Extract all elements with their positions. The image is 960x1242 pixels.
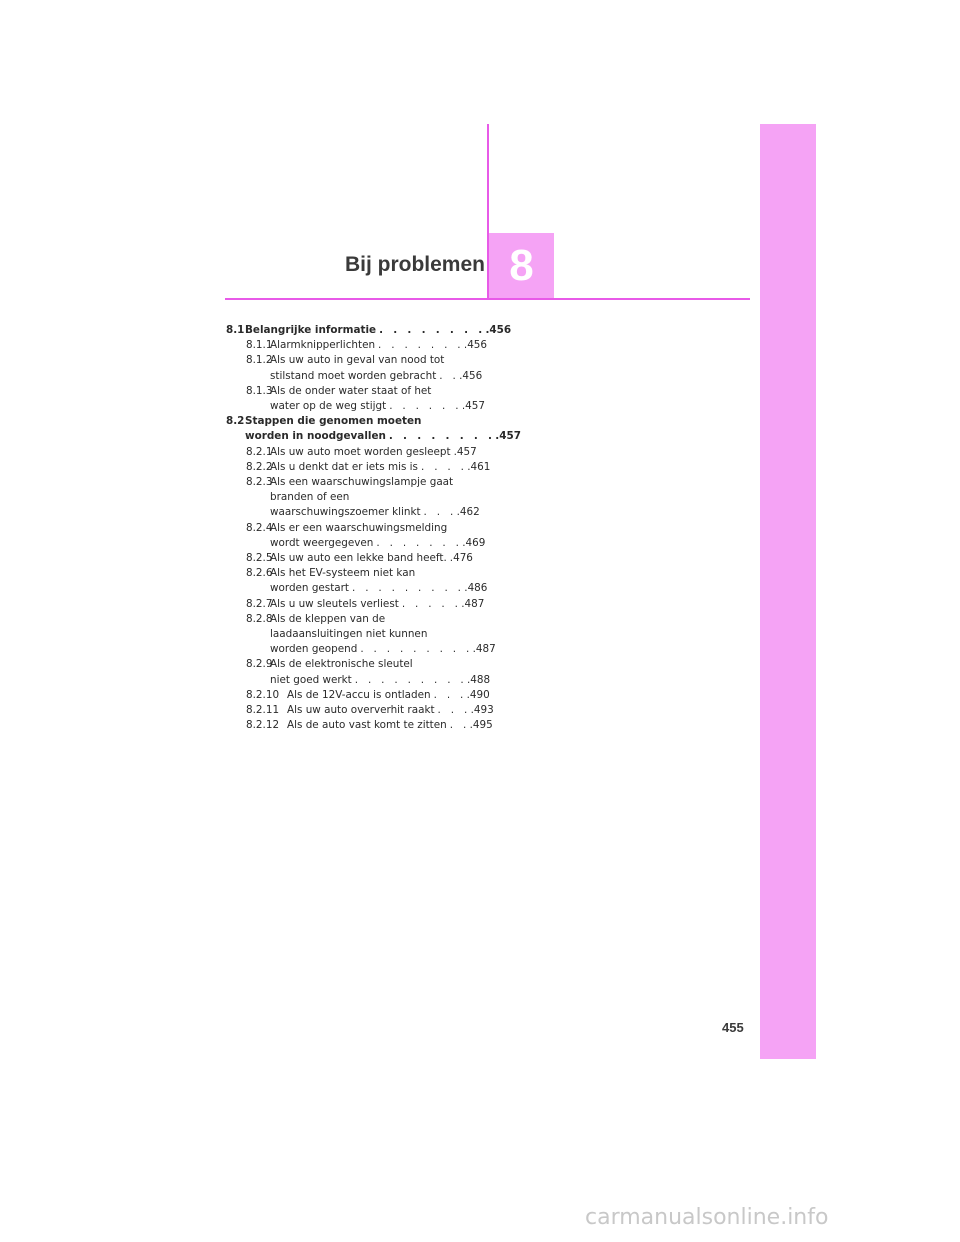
toc-entry[interactable] — [226, 597, 485, 612]
toc-entry-number: 8.1 — [226, 324, 245, 336]
toc-entry-text: Belangrijke informatie — [245, 324, 377, 336]
toc-entry[interactable] — [226, 657, 491, 687]
toc-entry-text: worden in noodgevallen — [245, 430, 386, 443]
toc-entry[interactable] — [226, 445, 477, 460]
toc-page-number: .456 — [459, 369, 483, 382]
chapter-number-box — [489, 233, 554, 298]
chapter-title: Bij problemen — [344, 253, 485, 276]
toc-leader-dots: . . . . . . . . — [388, 430, 496, 443]
toc-entry[interactable] — [226, 551, 473, 566]
toc-page-number: .457 — [453, 445, 477, 458]
toc-entry-text: Als de onder water staat of het — [270, 384, 432, 397]
toc-entry-text: Als uw auto in geval van nood tot — [270, 354, 445, 367]
toc-entry-text: Als het EV-systeem niet kan — [270, 567, 416, 580]
toc-entry-text: Als uw auto oververhit raakt — [287, 704, 435, 717]
page-number: 455 — [722, 1020, 744, 1035]
toc-leader-dots: . . . . . . — [389, 400, 462, 413]
toc-entry[interactable] — [226, 460, 491, 475]
toc-entry-text: Alarmknipperlichten — [270, 339, 376, 352]
toc-leader-dots: . . . . . — [401, 597, 462, 610]
toc-page-number: .490 — [466, 688, 490, 701]
chapter-side-tab — [760, 124, 816, 1059]
toc-entry-number: 8.1.1 — [246, 339, 273, 352]
toc-entry[interactable] — [226, 612, 496, 658]
toc-entry-text: water op de weg stijgt — [270, 400, 387, 413]
toc-leader-dots: . . . — [433, 688, 467, 701]
toc-entry[interactable] — [226, 475, 480, 521]
toc-leader-dots: . . . . . . . . — [379, 324, 486, 336]
header-horizontal-rule — [225, 298, 750, 300]
toc-entry-text: Stappen die genomen moeten — [245, 415, 422, 428]
toc-entry-text: Als een waarschuwingslampje gaat — [270, 476, 454, 489]
toc-entry-number: 8.2.2 — [246, 460, 273, 473]
toc-entry-number: 8.2.11 — [246, 704, 280, 717]
toc-entry-text: Als er een waarschuwingsmelding — [270, 521, 448, 534]
toc-entry-text: Als de kleppen van de — [270, 612, 386, 625]
toc-entry[interactable] — [226, 353, 483, 383]
toc-entry-text: Als u denkt dat er iets mis is — [270, 460, 418, 473]
toc-page-number: .487 — [461, 597, 485, 610]
watermark: carmanualsonline.info — [585, 1205, 829, 1230]
toc-entry[interactable] — [226, 384, 485, 414]
toc-entry[interactable] — [226, 718, 493, 733]
table-of-contents — [226, 323, 521, 733]
toc-leader-dots: . . . — [423, 506, 457, 519]
toc-entry-text: Als uw auto een lekke band heeft. — [270, 552, 447, 565]
toc-entry[interactable] — [226, 323, 512, 338]
toc-page-number: .487 — [472, 643, 496, 656]
toc-leader-dots: . . . . . . . . . — [360, 643, 473, 656]
toc-entry-number: 8.2.3 — [246, 476, 273, 489]
toc-page-number: .469 — [462, 536, 486, 549]
toc-page-number: .495 — [469, 719, 493, 732]
toc-entry-number: 8.2.10 — [246, 688, 280, 701]
toc-entry-number: 8.2.5 — [246, 552, 273, 565]
toc-entry[interactable] — [226, 566, 488, 596]
toc-entry-text: Als de 12V-accu is ontladen — [287, 688, 431, 701]
toc-page-number: .457 — [461, 400, 485, 413]
toc-entry-number: 8.2.9 — [246, 658, 273, 671]
toc-leader-dots: . . . . . . . . . — [352, 582, 465, 595]
toc-entry-number: 8.1.3 — [246, 384, 273, 397]
toc-entry-number: 8.2.6 — [246, 567, 273, 580]
toc-entry-text: Als uw auto moet worden gesleept — [270, 445, 451, 458]
toc-entry-number: 8.2.8 — [246, 612, 273, 625]
toc-leader-dots: . . — [439, 369, 460, 382]
toc-page-number: .488 — [467, 673, 491, 686]
toc-entry-number: 8.1.2 — [246, 354, 273, 367]
toc-page-number: .461 — [467, 460, 491, 473]
toc-leader-dots: . . . — [437, 704, 471, 717]
toc-entry-text: Als de elektronische sleutel — [270, 658, 413, 671]
toc-entry-text: worden geopend — [270, 643, 358, 656]
toc-entry-text: Als u uw sleutels verliest — [270, 597, 399, 610]
toc-entry-text: Als de auto vast komt te zitten — [287, 719, 447, 732]
toc-leader-dots: . . . . . . . . . — [354, 673, 467, 686]
toc-leader-dots: . . . . . . . — [378, 339, 464, 352]
toc-entry-number: 8.2.7 — [246, 597, 273, 610]
toc-entry-text: branden of een — [270, 491, 350, 504]
toc-entry-text: wordt weergegeven — [270, 536, 374, 549]
toc-entry[interactable] — [226, 338, 488, 353]
toc-entry-number: 8.2 — [226, 415, 245, 428]
toc-page-number: .456 — [463, 339, 488, 352]
toc-page-number: .486 — [464, 582, 488, 595]
toc-entry-number: 8.2.4 — [246, 521, 273, 534]
toc-entry-text: laadaansluitingen niet kunnen — [270, 628, 428, 641]
toc-entry-text: worden gestart — [270, 582, 350, 595]
toc-page-number: .462 — [456, 506, 480, 519]
toc-entry[interactable] — [226, 703, 494, 718]
toc-entry-text: stilstand moet worden gebracht — [270, 369, 437, 382]
toc-page-number: .456 — [485, 324, 512, 336]
toc-page-number: .476 — [449, 552, 473, 565]
toc-entry-text: niet goed werkt — [270, 673, 352, 686]
toc-page-number: .493 — [470, 704, 494, 717]
toc-leader-dots: . . . . . . . — [376, 536, 463, 549]
toc-entry[interactable] — [226, 414, 521, 444]
chapter-number: 8 — [509, 240, 534, 290]
toc-entry-number: 8.2.1 — [246, 445, 273, 458]
toc-entry[interactable] — [226, 688, 490, 703]
toc-leader-dots: . . — [449, 719, 470, 732]
toc-entry-text: waarschuwingszoemer klinkt — [270, 506, 421, 519]
toc-entry-number: 8.2.12 — [246, 719, 280, 732]
toc-page-number: .457 — [495, 430, 521, 443]
toc-entry[interactable] — [226, 521, 486, 551]
toc-leader-dots: . . . . — [420, 460, 468, 473]
